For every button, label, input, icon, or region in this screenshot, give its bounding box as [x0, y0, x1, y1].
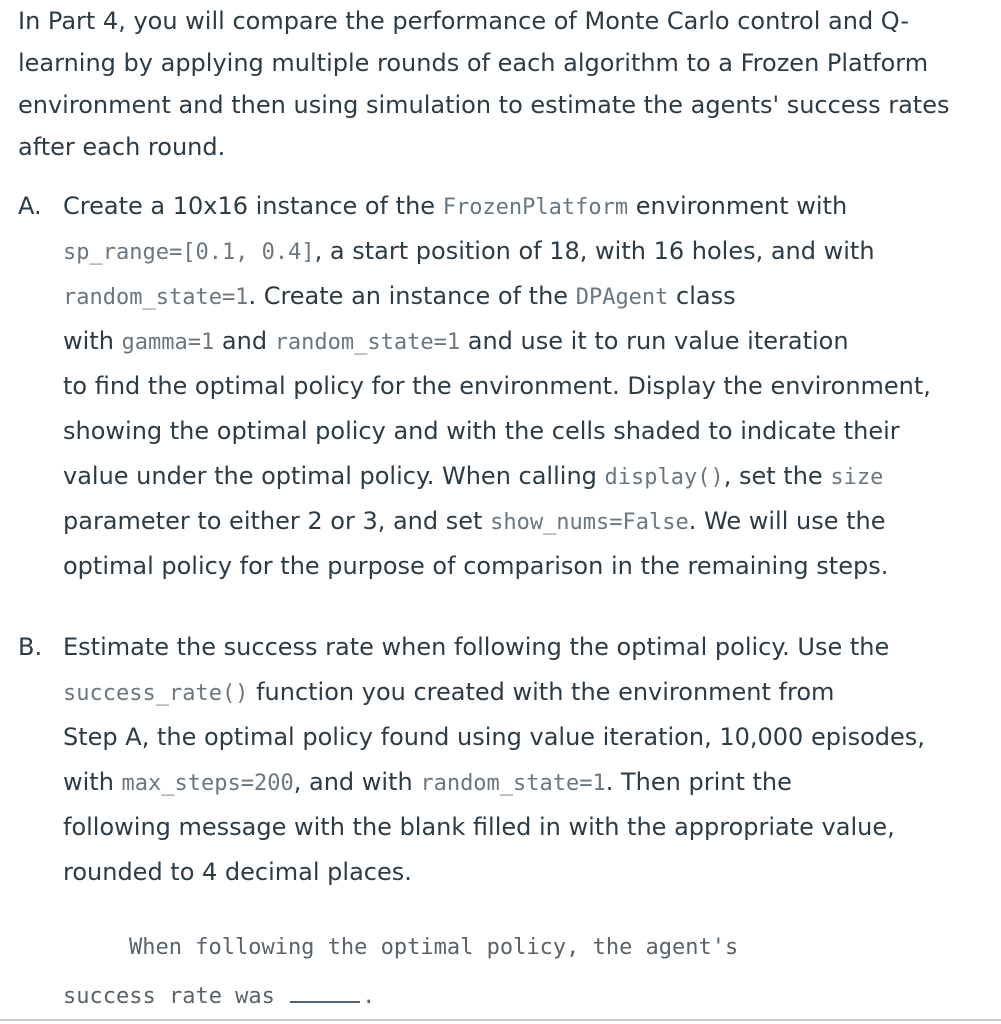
code-size: size: [830, 465, 884, 490]
intro-line: learning by applying multiple rounds of each algorithm to a Frozen Platform: [18, 49, 929, 77]
text: success rate was: [63, 984, 275, 1009]
bottom-divider: [0, 1019, 1001, 1021]
code-frozenplatform: FrozenPlatform: [442, 195, 629, 220]
text: Create a 10x16 instance of the: [63, 192, 443, 220]
code-show-nums: show_nums=False: [490, 510, 689, 535]
text: , set the: [723, 462, 831, 490]
step-b-line-3: Step A, the optimal policy found using value iteration, 10,000 episodes,: [63, 723, 925, 751]
step-a-line-7: [63, 454, 968, 499]
code-random-state: random_state=1: [420, 771, 606, 796]
code-gamma: gamma=1: [121, 330, 215, 355]
text: .: [362, 984, 376, 1009]
intro-paragraph: [18, 0, 978, 168]
step-a-line-4: [63, 319, 968, 364]
text: . We will use the: [688, 507, 886, 535]
text: and use it to run value iteration: [460, 327, 849, 355]
text: , and with: [293, 768, 421, 796]
step-b-line-6: rounded to 4 decimal places.: [63, 858, 412, 886]
step-b-marker: B.: [18, 633, 43, 661]
code-max-steps: max_steps=200: [121, 771, 294, 796]
text: environment with: [628, 192, 848, 220]
code-sp-range: sp_range=[0.1, 0.4]: [63, 240, 315, 265]
text: . Then print the: [605, 768, 792, 796]
answer-blank: [290, 983, 360, 1003]
code-dpagent: DPAgent: [575, 285, 669, 310]
code-display: display(): [604, 465, 724, 490]
code-success-rate: success_rate(): [63, 681, 249, 706]
intro-line: after each round.: [18, 133, 226, 161]
text: value under the optimal policy. When calling: [63, 462, 605, 490]
text: parameter to either 2 or 3, and set: [63, 507, 491, 535]
text: with: [63, 327, 122, 355]
step-a-line-2: [63, 229, 968, 274]
text: class: [668, 282, 736, 310]
text: . Create an instance of the: [248, 282, 576, 310]
intro-line: environment and then using simulation to estimate the agents' success rates: [18, 91, 950, 119]
intro-line: In Part 4, you will compare the performance of Monte Carlo control and Q-: [18, 7, 910, 35]
step-b-line-1: Estimate the success rate when following the optimal policy. Use the: [63, 633, 890, 661]
output-line-2: [63, 983, 375, 1009]
text: with: [63, 768, 122, 796]
text: function you created with the environment from: [248, 678, 835, 706]
step-a-line-3: [63, 274, 968, 319]
output-line-1: When following the optimal policy, the agent's: [129, 935, 739, 960]
step-a-line-9: optimal policy for the purpose of comparison in the remaining steps.: [63, 552, 889, 580]
step-a-line-1: [63, 184, 968, 229]
step-a-line-5: to find the optimal policy for the environment. Display the environment,: [63, 372, 931, 400]
code-random-state: random_state=1: [63, 285, 249, 310]
text: , a start position of 18, with 16 holes, and with: [314, 237, 875, 265]
step-a-marker: A.: [18, 192, 42, 220]
code-random-state: random_state=1: [274, 330, 461, 355]
text: and: [214, 327, 275, 355]
step-b-body: [63, 625, 968, 895]
step-b-line-4: [63, 760, 968, 805]
step-a-line-6: showing the optimal policy and with the cells shaded to indicate their: [63, 417, 900, 445]
step-a-line-8: [63, 499, 968, 544]
step-b-line-5: following message with the blank filled in with the appropriate value,: [63, 813, 895, 841]
step-a-body: [63, 184, 968, 589]
step-b-line-2: [63, 670, 968, 715]
